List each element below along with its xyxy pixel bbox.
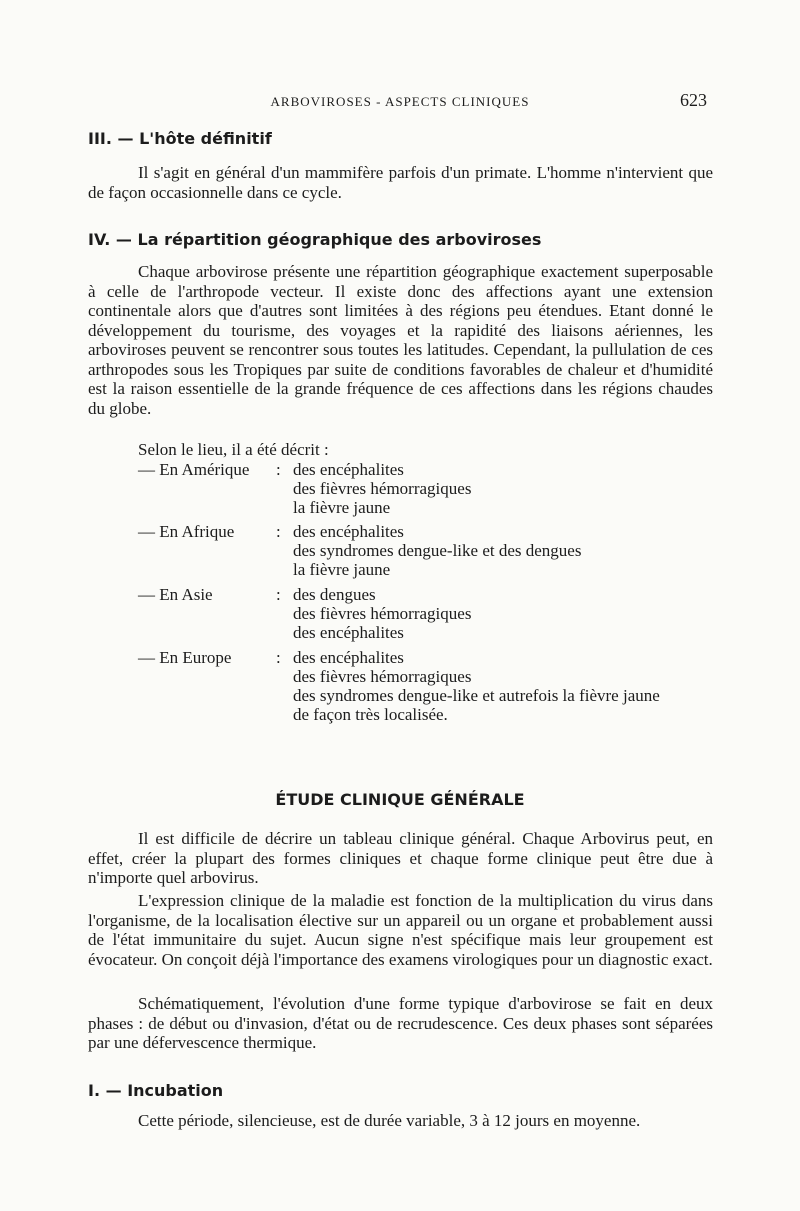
region-colon: : xyxy=(276,460,281,479)
page-number: 623 xyxy=(680,90,707,110)
paragraph-text: Cette période, silencieuse, est de durée variable, 3 à 12 jours en moyenne. xyxy=(138,1111,641,1130)
section-number: III. — xyxy=(88,129,134,148)
region-item: la fièvre jaune xyxy=(293,498,391,517)
region-item: des encéphalites xyxy=(293,460,404,479)
paragraph-etude-1 xyxy=(88,829,713,888)
paragraph-text: Chaque arbovirose présente une répartition géographique exactement superposable à celle de l'arthropode vecteur. Il existe donc des affections ayant une extension continentale alors que d'autres sont limitées à des régions peu étendues. Etant donné le développement du tourisme, des voyages et la rapidité des liaisons aériennes, les arboviroses peuvent se rencontrer sous toutes les latitudes. Cependant, la pullulation de ces arthropodes sous les Tropiques par suite de conditions favorables de chaleur et d'humidité est la raison essentielle de la grande fréquence de ces affections dans les régions chaudes du globe. xyxy=(88,262,713,418)
paragraph-hote xyxy=(88,163,713,202)
region-item: des fièvres hémorragiques xyxy=(293,604,472,623)
region-item: des fièvres hémorragiques xyxy=(293,479,472,498)
region-colon: : xyxy=(276,648,281,667)
region-item: des syndromes dengue-like et autrefois la fièvre jaune xyxy=(293,686,660,705)
region-item: des fièvres hémorragiques xyxy=(293,667,472,686)
region-label-amerique: — En Amérique xyxy=(138,460,250,479)
paragraph-text: Il est difficile de décrire un tableau clinique général. Chaque Arbovirus peut, en effet, créer la plupart des formes cliniques et chaque forme clinique peut être due à n'importe quel arbovirus. xyxy=(88,829,713,887)
section-heading-incubation xyxy=(88,1081,223,1100)
section-heading-repartition xyxy=(88,230,541,249)
region-colon: : xyxy=(276,585,281,604)
running-title: ARBOVIROSES - ASPECTS CLINIQUES xyxy=(270,94,530,109)
region-label-europe: — En Europe xyxy=(138,648,232,667)
paragraph-text: L'expression clinique de la maladie est fonction de la multiplication du virus dans l'organisme, de la localisation élective sur un appareil ou un organe et probablement aussi de l'état immunitaire du sujet. Aucun signe n'est spécifique mais leur groupement est évocateur. On conçoit déjà l'importance des examens virologiques pour un diagnostic exact. xyxy=(88,891,713,969)
paragraph-repartition xyxy=(88,262,713,418)
paragraph-text: Schématiquement, l'évolution d'une forme typique d'arbovirose se fait en deux phases : de début ou d'invasion, d'état ou de recrudescence. Ces deux phases sont séparées par une défervescence thermique. xyxy=(88,994,713,1052)
region-item: des encéphalites xyxy=(293,522,404,541)
section-title: L'hôte définitif xyxy=(139,129,272,148)
list-intro: Selon le lieu, il a été décrit : xyxy=(138,440,329,459)
paragraph-text: Il s'agit en général d'un mammifère parfois d'un primate. L'homme n'intervient que de façon occasionnelle dans ce cycle. xyxy=(88,163,713,202)
section-number: I. — xyxy=(88,1081,122,1100)
region-item: la fièvre jaune xyxy=(293,560,391,579)
region-label-afrique: — En Afrique xyxy=(138,522,235,541)
section-title: La répartition géographique des arboviroses xyxy=(137,230,542,249)
region-item: des encéphalites xyxy=(293,623,404,642)
region-item: des encéphalites xyxy=(293,648,404,667)
region-item: de façon très localisée. xyxy=(293,705,448,724)
paragraph-incubation xyxy=(88,1111,713,1131)
chapter-title: ÉTUDE CLINIQUE GÉNÉRALE xyxy=(275,790,525,809)
region-colon: : xyxy=(276,522,281,541)
region-label-asie: — En Asie xyxy=(138,585,213,604)
region-item: des dengues xyxy=(293,585,376,604)
paragraph-etude-2 xyxy=(88,891,713,969)
paragraph-etude-3 xyxy=(88,994,713,1053)
section-heading-hote xyxy=(88,129,272,148)
section-title: Incubation xyxy=(127,1081,224,1100)
section-number: IV. — xyxy=(88,230,132,249)
region-item: des syndromes dengue-like et des dengues xyxy=(293,541,582,560)
